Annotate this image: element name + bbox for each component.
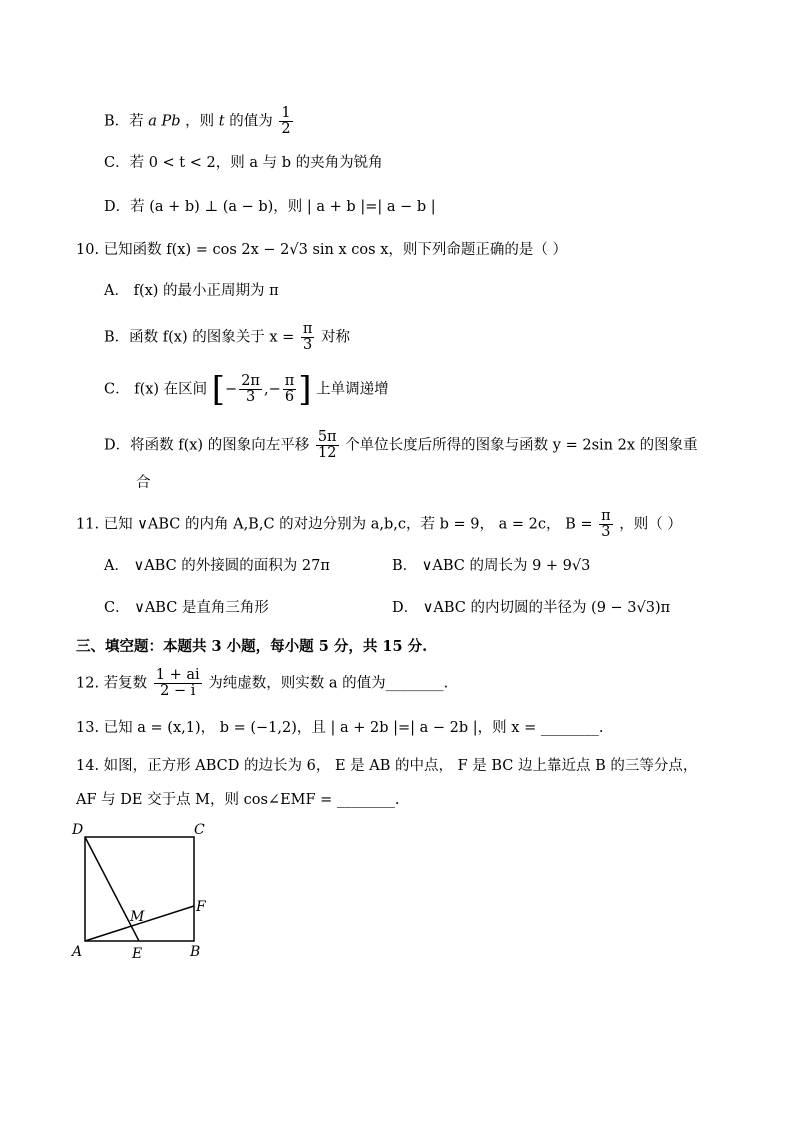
segment-de — [85, 837, 139, 941]
q9-b-tail: 的值为 — [229, 113, 273, 130]
fraction-denominator: 2 — [281, 121, 291, 137]
q14-line-1: 14. 如图，正方形 ABCD 的边长为 6， E 是 AB 的中点， F 是 BC 边上靠近点 B 的三等分点， — [76, 758, 698, 774]
fraction-numerator: π — [284, 373, 295, 389]
q11-stem-tail: ，则（ ） — [619, 516, 682, 533]
fraction-numerator: π — [601, 508, 611, 524]
q11-option-b: B． ∨ABC 的周长为 9 + 9√3 — [392, 558, 591, 574]
fraction-numerator: 5π — [317, 429, 337, 445]
q9-b-var: t — [218, 113, 225, 130]
q9-b-mid: ，则 — [185, 113, 215, 130]
q10-option-d — [104, 430, 698, 461]
q11-option-c: C． ∨ABC 是直角三角形 — [104, 600, 269, 616]
q9-b-fraction — [279, 106, 292, 137]
fraction-denominator: 3 — [601, 524, 611, 540]
square-figure — [68, 818, 228, 968]
q10-c-tail: 上单调递增 — [316, 381, 389, 398]
fraction-denominator: 3 — [303, 337, 313, 353]
q14-line-2: AF 与 DE 交于点 M，则 cos∠EMF = ________. — [76, 792, 400, 808]
q9-option-c: C．若 0 < t < 2，则 a 与 b 的夹角为锐角 — [104, 155, 383, 171]
fraction-numerator: 1 + ai — [155, 667, 200, 683]
q12 — [76, 668, 448, 699]
label-m: M — [130, 909, 145, 925]
q11-option-a: A． ∨ABC 的外接圆的面积为 27π — [104, 558, 330, 574]
q12-fraction — [154, 668, 202, 699]
label-a: A — [72, 944, 83, 960]
q10-option-d-continued: 合 — [136, 475, 151, 491]
q10-c-fraction-1 — [239, 374, 262, 405]
q10-b-tail: 对称 — [321, 329, 351, 346]
q10-option-c: C． f(x) 在区间 [− $\frac{2\pi}{3}$ ,− $\frac{\pi}{6}$ ] 上单调递增 — [104, 369, 389, 410]
label-c: C — [194, 822, 205, 838]
fraction-numerator: 2π — [241, 373, 260, 389]
q10-c-prefix: C． f(x) 在区间 — [104, 381, 208, 398]
fraction-denominator: 2 − i — [160, 683, 196, 699]
label-e: E — [132, 946, 143, 962]
q10-d-prefix: D．将函数 f(x) 的图象向左平移 — [104, 437, 310, 454]
q10-b-fraction — [301, 322, 315, 353]
label-b: B — [190, 944, 201, 960]
q10-d-tail: 个单位长度后所得的图象与函数 y = 2sin 2x 的图象重 — [345, 437, 698, 454]
q13: 13. 已知 a = (x,1)， b = (−1,2)，且 | a + 2b |=| a − 2b |，则 x = ________. — [76, 720, 604, 736]
q10-option-a: A． f(x) 的最小正周期为 π — [104, 283, 279, 299]
square-abcd — [85, 837, 194, 941]
q11-fraction — [599, 509, 613, 540]
section-heading: 三、填空题：本题共 3 小题，每小题 5 分，共 15 分. — [76, 638, 428, 655]
q10-b-prefix: B．函数 f(x) 的图象关于 x = — [104, 329, 295, 346]
q10-option-b — [104, 322, 350, 353]
q10-c-fraction-2 — [283, 374, 297, 405]
right-bracket: ] — [298, 369, 312, 410]
label-f: F — [196, 899, 206, 915]
fraction-denominator: 3 — [245, 389, 256, 405]
left-bracket: [ — [211, 369, 226, 410]
q12-tail: 为纯虚数，则实数 a 的值为________. — [208, 675, 449, 692]
q11-stem — [76, 509, 682, 540]
fraction-numerator: π — [302, 321, 313, 337]
label-d: D — [72, 822, 84, 838]
q12-prefix: 12. 若复数 — [76, 675, 148, 692]
q10-d-fraction — [316, 430, 339, 461]
q9-option-b — [104, 106, 295, 137]
fraction-numerator: 1 — [281, 105, 291, 121]
q10-stem: 10. 已知函数 f(x) = cos 2x − 2√3 sin x cos x，则下列命题正确的是（ ） — [76, 242, 567, 258]
fraction-denominator: 12 — [317, 445, 337, 461]
q11-stem-text: 11. 已知 ∨ABC 的内角 A,B,C 的对边分别为 a,b,c，若 b = 9， a = 2c， B = — [76, 516, 593, 533]
q9-b-vector: a Pb — [148, 113, 181, 130]
fraction-denominator: 6 — [284, 389, 295, 405]
q9-b-prefix: B．若 — [104, 113, 144, 130]
q9-option-d: D．若 (a + b) ⊥ (a − b)，则 | a + b |=| a − b | — [104, 199, 436, 215]
q11-option-d: D． ∨ABC 的内切圆的半径为 (9 − 3√3)π — [392, 600, 671, 616]
